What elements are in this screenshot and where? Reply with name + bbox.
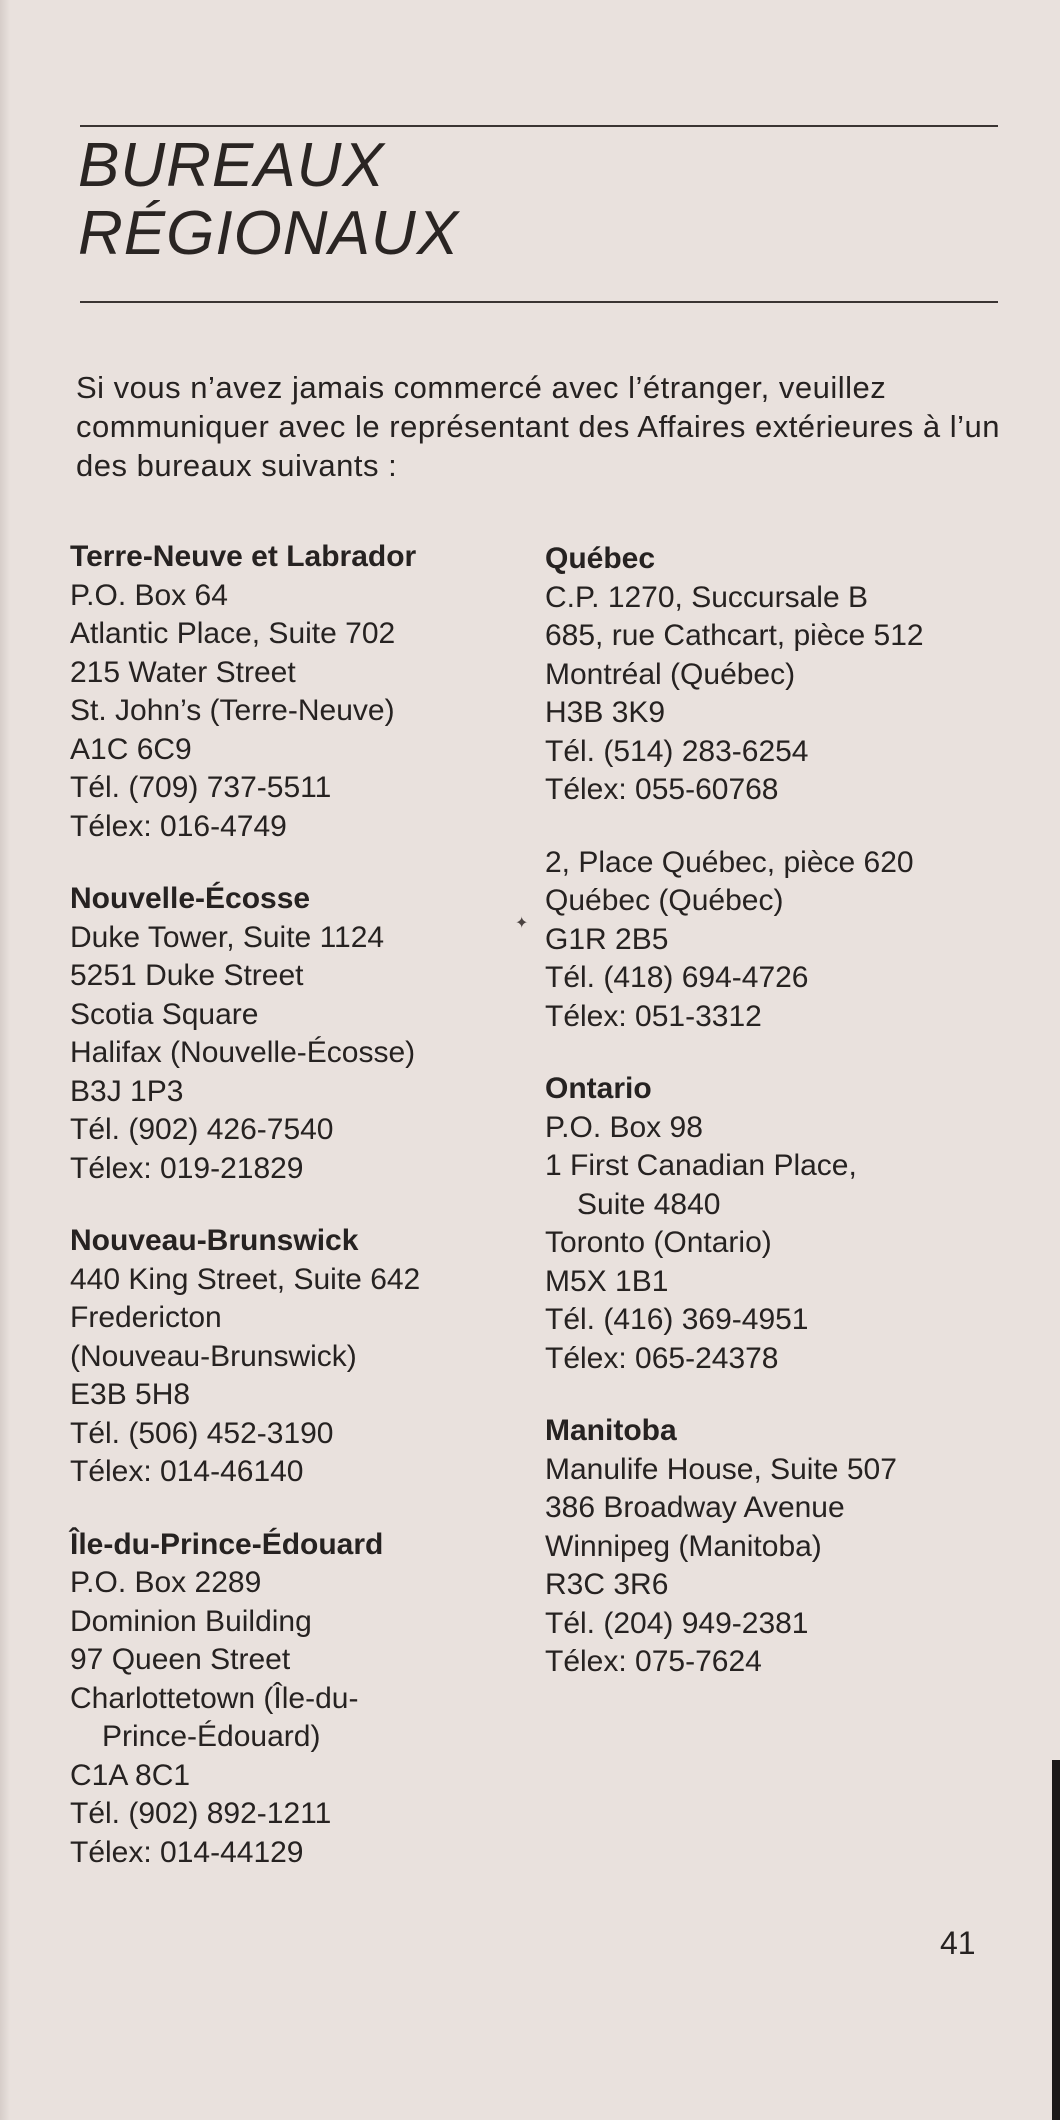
telex-number: Télex: 055-60768 <box>545 773 779 806</box>
office-quebec <box>545 540 1045 1036</box>
address-line: Fredericton <box>70 1301 222 1334</box>
page-title-line-2: RÉGIONAUX <box>78 199 460 268</box>
page-edge-dark <box>1052 1760 1060 2120</box>
office-manitoba <box>545 1412 1045 1682</box>
phone-number: Tél. (902) 426-7540 <box>70 1113 334 1146</box>
address-line: (Nouveau-Brunswick) <box>70 1339 357 1373</box>
page-edge <box>0 0 10 2120</box>
page-title <box>78 132 459 268</box>
office-nouveau-brunswick <box>70 1222 540 1492</box>
address-line: Charlottetown (Île-du- <box>70 1681 359 1715</box>
phone-number: Tél. (204) 949-2381 <box>545 1606 809 1640</box>
office-name: Nouveau-Brunswick <box>70 1224 359 1257</box>
address-line: Prince-Édouard) <box>102 1720 321 1753</box>
address-line: 1 First Canadian Place, <box>545 1149 857 1182</box>
office-terre-neuve <box>70 538 540 846</box>
address-block-montreal <box>545 579 1045 810</box>
address-block-quebec-city <box>545 844 1045 1037</box>
phone-number: Tél. (506) 452-3190 <box>70 1416 334 1450</box>
office-name: Ontario <box>545 1072 652 1105</box>
address-line: 386 Broadway Avenue <box>545 1491 845 1524</box>
address-line: Toronto (Ontario) <box>545 1226 772 1259</box>
postal-code: A1C 6C9 <box>70 732 192 766</box>
telex-number: Télex: 014-44129 <box>70 1835 304 1869</box>
office-name: Terre-Neuve et Labrador <box>70 540 417 573</box>
office-name: Île-du-Prince-Édouard <box>70 1527 384 1561</box>
address-line: 2, Place Québec, pièce 620 <box>545 845 914 879</box>
address-line: Duke Tower, Suite 1124 <box>70 920 385 954</box>
phone-number: Tél. (709) 737-5511 <box>70 771 332 804</box>
telex-number: Télex: 075-7624 <box>545 1645 762 1678</box>
postal-code: R3C 3R6 <box>545 1568 669 1601</box>
address-line: 215 Water Street <box>70 655 296 689</box>
telex-number: Télex: 065-24378 <box>545 1341 779 1375</box>
postal-code: H3B 3K9 <box>545 696 666 729</box>
phone-number: Tél. (902) 892-1211 <box>70 1797 332 1830</box>
right-column <box>545 540 1045 1716</box>
postal-code: C1A 8C1 <box>70 1758 191 1792</box>
address-line: Manulife House, Suite 507 <box>545 1452 897 1486</box>
address-line: 440 King Street, Suite 642 <box>70 1262 421 1296</box>
address-line: St. John’s (Terre-Neuve) <box>70 694 395 727</box>
phone-number: Tél. (418) 694-4726 <box>545 961 809 994</box>
intro-paragraph: Si vous n’avez jamais commercé avec l’étranger, veuillez communiquer avec le représentant des Affaires extérieures à l’un des bureaux suivants : <box>76 370 1001 483</box>
title-top-rule <box>80 125 998 127</box>
title-bottom-rule <box>80 301 998 303</box>
left-column <box>70 538 540 1906</box>
office-ile-du-prince-edouard <box>70 1526 540 1873</box>
address-line: Halifax (Nouvelle-Écosse) <box>70 1036 416 1069</box>
phone-number: Tél. (514) 283-6254 <box>545 734 809 768</box>
page-number: 41 <box>940 1925 976 1961</box>
address-line: P.O. Box 98 <box>545 1110 703 1144</box>
telex-number: Télex: 014-46140 <box>70 1455 304 1488</box>
telex-number: Télex: 019-21829 <box>70 1151 304 1185</box>
ink-speck: ✦ <box>515 915 529 932</box>
office-name: Québec <box>545 542 656 575</box>
address-line: P.O. Box 64 <box>70 578 228 612</box>
office-ontario <box>545 1070 1045 1378</box>
office-name: Nouvelle-Écosse <box>70 882 311 915</box>
page-title-line-1: BUREAUX <box>78 131 385 200</box>
address-line: Scotia Square <box>70 997 259 1031</box>
postal-code: G1R 2B5 <box>545 922 669 956</box>
office-name: Manitoba <box>545 1414 677 1447</box>
address-line: Atlantic Place, Suite 702 <box>70 617 396 650</box>
address-line: 5251 Duke Street <box>70 959 304 992</box>
telex-number: Télex: 051-3312 <box>545 999 762 1033</box>
phone-number: Tél. (416) 369-4951 <box>545 1303 809 1336</box>
postal-code: B3J 1P3 <box>70 1074 184 1108</box>
address-line: Winnipeg (Manitoba) <box>545 1529 822 1563</box>
address-line: 685, rue Cathcart, pièce 512 <box>545 619 924 652</box>
office-nouvelle-ecosse <box>70 880 540 1188</box>
address-line: Québec (Québec) <box>545 884 784 917</box>
address-line: Montréal (Québec) <box>545 657 796 691</box>
address-line: 97 Queen Street <box>70 1643 291 1676</box>
telex-number: Télex: 016-4749 <box>70 809 287 843</box>
postal-code: M5X 1B1 <box>545 1264 669 1298</box>
address-line: C.P. 1270, Succursale B <box>545 580 868 614</box>
address-line: Dominion Building <box>70 1604 312 1638</box>
address-line: P.O. Box 2289 <box>70 1566 262 1599</box>
address-line: Suite 4840 <box>577 1187 721 1221</box>
postal-code: E3B 5H8 <box>70 1378 191 1411</box>
